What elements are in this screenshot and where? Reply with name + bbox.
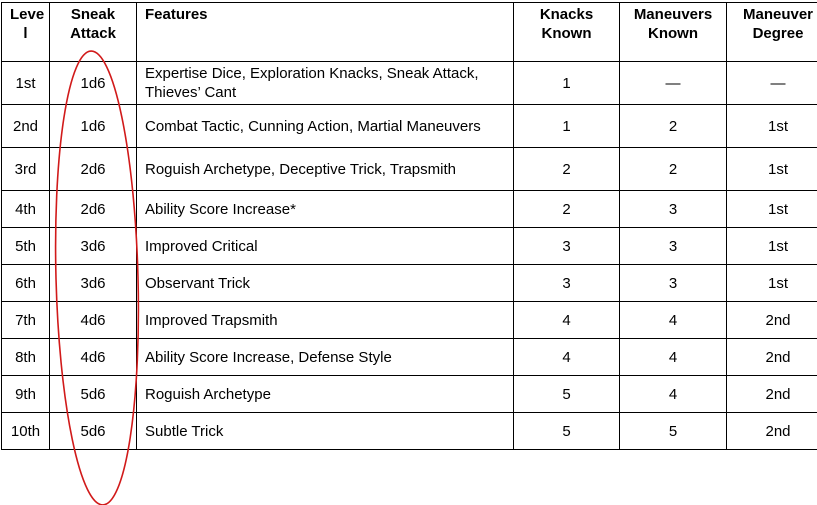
cell-sneak-attack: 4d6	[50, 339, 137, 376]
cell-knacks-known: 5	[514, 376, 620, 413]
cell-level: 8th	[2, 339, 50, 376]
cell-knacks-known: 4	[514, 339, 620, 376]
table-row	[2, 413, 817, 450]
cell-level: 3rd	[2, 148, 50, 191]
cell-level: 4th	[2, 191, 50, 228]
cell-features: Ability Score Increase, Defense Style	[137, 339, 514, 376]
cell-knacks-known: 2	[514, 148, 620, 191]
cell-level: 10th	[2, 413, 50, 450]
table-row	[2, 148, 817, 191]
header-features: Features	[137, 3, 514, 62]
cell-sneak-attack: 3d6	[50, 265, 137, 302]
cell-knacks-known: 2	[514, 191, 620, 228]
cell-maneuver-degree: 2nd	[727, 302, 817, 339]
cell-maneuvers-known: 2	[620, 105, 727, 148]
cell-maneuvers-known: 4	[620, 376, 727, 413]
cell-level: 6th	[2, 265, 50, 302]
cell-maneuvers-known: —	[620, 62, 727, 105]
cell-level: 5th	[2, 228, 50, 265]
cell-features: Improved Critical	[137, 228, 514, 265]
cell-maneuver-degree: 2nd	[727, 339, 817, 376]
cell-maneuver-degree: 2nd	[727, 376, 817, 413]
table-row	[2, 302, 817, 339]
cell-maneuvers-known: 5	[620, 413, 727, 450]
cell-maneuver-degree: 1st	[727, 191, 817, 228]
cell-level: 2nd	[2, 105, 50, 148]
cell-maneuvers-known: 3	[620, 228, 727, 265]
cell-maneuvers-known: 4	[620, 339, 727, 376]
cell-features: Roguish Archetype	[137, 376, 514, 413]
cell-sneak-attack: 1d6	[50, 105, 137, 148]
header-maneuver-degree: Maneuver Degree	[727, 3, 817, 62]
cell-knacks-known: 4	[514, 302, 620, 339]
cell-level: 7th	[2, 302, 50, 339]
cell-maneuvers-known: 3	[620, 191, 727, 228]
table-row	[2, 105, 817, 148]
cell-features: Subtle Trick	[137, 413, 514, 450]
cell-maneuver-degree: 1st	[727, 105, 817, 148]
cell-maneuver-degree: 1st	[727, 265, 817, 302]
cell-features: Combat Tactic, Cunning Action, Martial Maneuvers	[137, 105, 514, 148]
header-knacks-known: Knacks Known	[514, 3, 620, 62]
header-row	[2, 3, 817, 62]
cell-features: Improved Trapsmith	[137, 302, 514, 339]
cell-sneak-attack: 3d6	[50, 228, 137, 265]
cell-knacks-known: 1	[514, 62, 620, 105]
table-row	[2, 376, 817, 413]
cell-features: Observant Trick	[137, 265, 514, 302]
cell-level: 1st	[2, 62, 50, 105]
table-row	[2, 228, 817, 265]
class-progression-table	[1, 2, 817, 450]
cell-maneuvers-known: 4	[620, 302, 727, 339]
cell-sneak-attack: 4d6	[50, 302, 137, 339]
cell-maneuver-degree: 1st	[727, 148, 817, 191]
table-row	[2, 339, 817, 376]
header-level: Leve l	[2, 3, 50, 62]
header-sneak-attack: Sneak Attack	[50, 3, 137, 62]
cell-sneak-attack: 2d6	[50, 191, 137, 228]
cell-maneuvers-known: 2	[620, 148, 727, 191]
cell-sneak-attack: 2d6	[50, 148, 137, 191]
cell-maneuvers-known: 3	[620, 265, 727, 302]
cell-knacks-known: 1	[514, 105, 620, 148]
table-row	[2, 265, 817, 302]
cell-features: Expertise Dice, Exploration Knacks, Sneak Attack, Thieves’ Cant	[137, 62, 514, 105]
cell-knacks-known: 3	[514, 265, 620, 302]
cell-features: Ability Score Increase*	[137, 191, 514, 228]
cell-features: Roguish Archetype, Deceptive Trick, Trapsmith	[137, 148, 514, 191]
cell-sneak-attack: 5d6	[50, 376, 137, 413]
cell-maneuver-degree: 1st	[727, 228, 817, 265]
cell-sneak-attack: 5d6	[50, 413, 137, 450]
cell-knacks-known: 5	[514, 413, 620, 450]
table-row	[2, 191, 817, 228]
cell-sneak-attack: 1d6	[50, 62, 137, 105]
cell-level: 9th	[2, 376, 50, 413]
cell-maneuver-degree: —	[727, 62, 817, 105]
table-row	[2, 62, 817, 105]
cell-knacks-known: 3	[514, 228, 620, 265]
header-maneuvers-known: Maneuvers Known	[620, 3, 727, 62]
cell-maneuver-degree: 2nd	[727, 413, 817, 450]
